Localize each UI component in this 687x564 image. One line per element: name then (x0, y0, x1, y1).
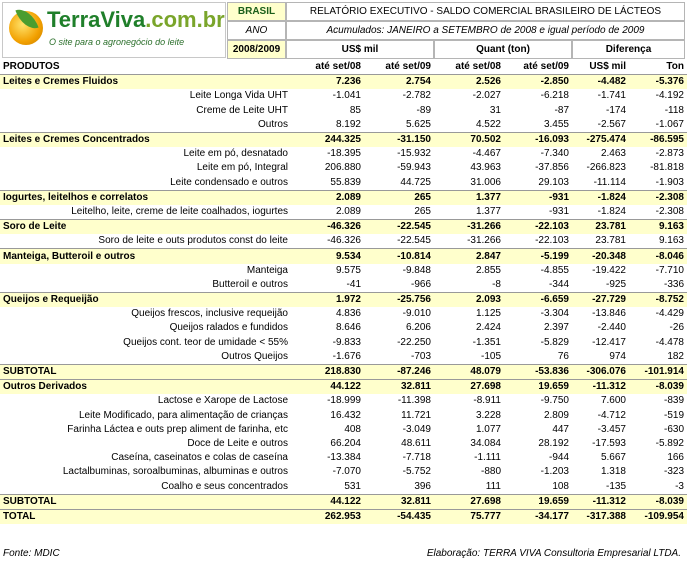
row-label: Caseína, caseinatos e colas de caseína (111, 452, 288, 464)
row-value: -31.266 (467, 235, 501, 247)
row-label: Leites e Cremes Concentrados (0, 132, 296, 147)
row-value: 531 (344, 480, 361, 492)
product-row (0, 423, 687, 437)
row-value: -1.203 (540, 466, 569, 478)
logo-name: TerraViva.com.br (47, 7, 225, 32)
row-value: -10.814 (364, 249, 434, 264)
row-value: -6.659 (504, 293, 572, 308)
product-row (0, 264, 687, 278)
section-row (0, 380, 687, 395)
row-label: Leite em pó, desnatado (183, 148, 288, 160)
row-value: 2.754 (364, 75, 434, 90)
row-value: 2.809 (543, 409, 569, 421)
country-label: BRASIL (227, 2, 286, 21)
row-value: -323 (663, 466, 684, 478)
row-value: -46.326 (327, 235, 361, 247)
row-value: 9.575 (335, 264, 361, 276)
product-row (0, 278, 687, 293)
product-row (0, 409, 687, 423)
row-value: 2.847 (434, 249, 504, 264)
row-value: 75.777 (434, 509, 504, 524)
product-row (0, 176, 687, 191)
row-value: 4.522 (475, 118, 501, 130)
row-value: 2.526 (434, 75, 504, 90)
product-row (0, 479, 687, 494)
row-value: -9.833 (332, 336, 361, 348)
row-value: 265 (364, 190, 434, 205)
row-value: -37.856 (535, 162, 569, 174)
row-value: 19.659 (504, 494, 572, 509)
row-label: Leite Modificado, para alimentação de crianças (78, 409, 288, 421)
row-value: 32.811 (364, 494, 434, 509)
source-note: Fonte: MDIC (3, 548, 60, 559)
row-value: -3 (675, 480, 684, 492)
row-value: 166 (667, 452, 684, 464)
row-value: 2.463 (600, 148, 626, 160)
column-header-row (0, 60, 687, 75)
row-label: Doce de Leite e outros (187, 437, 288, 449)
section-row (0, 293, 687, 308)
product-row (0, 104, 687, 118)
row-label: Outros (257, 118, 288, 130)
row-value: -9.750 (540, 395, 569, 407)
row-value: -11.312 (572, 494, 629, 509)
product-row (0, 89, 687, 103)
row-value: 1.077 (475, 423, 501, 435)
row-value: -6.218 (540, 90, 569, 102)
row-value: 44.122 (296, 380, 364, 395)
row-value: -880 (480, 466, 501, 478)
row-value: 34.084 (470, 437, 501, 449)
row-value: -4.712 (597, 409, 626, 421)
row-value: -7.070 (332, 466, 361, 478)
row-value: 218.830 (296, 364, 364, 379)
row-value: 66.204 (330, 437, 361, 449)
row-value: -931 (504, 190, 572, 205)
row-value: -16.093 (504, 132, 572, 147)
row-value: 85 (349, 104, 361, 116)
group-usd: US$ mil (286, 40, 434, 59)
row-value: -3.304 (540, 308, 569, 320)
row-value: 1.125 (475, 308, 501, 320)
row-value: 55.839 (330, 176, 361, 188)
row-value: 974 (609, 350, 626, 362)
row-value: 29.103 (538, 176, 569, 188)
year-label: ANO (227, 21, 286, 40)
row-value: 5.667 (600, 452, 626, 464)
row-value: -8.039 (629, 380, 687, 395)
row-value: 2.089 (296, 190, 364, 205)
row-value: -87 (554, 104, 569, 116)
row-value: -336 (663, 278, 684, 290)
row-value: -5.376 (629, 75, 687, 90)
row-value: -81.818 (650, 162, 684, 174)
row-value: -135 (605, 480, 626, 492)
product-row (0, 451, 687, 465)
section-row (0, 220, 687, 235)
row-value: -8.911 (473, 395, 501, 407)
credit-note: Elaboração: TERRA VIVA Consultoria Empresarial LTDA. (426, 548, 681, 559)
row-value: -11.398 (397, 395, 431, 407)
product-row (0, 437, 687, 451)
row-label: Farinha Láctea e outs prep aliment de farinha, etc (67, 423, 288, 435)
row-value: -2.440 (597, 322, 626, 334)
row-label: Iogurtes, leitelhos e correlatos (0, 190, 296, 205)
row-value: -15.932 (397, 148, 431, 160)
row-value: -53.836 (504, 364, 572, 379)
row-value: 3.228 (475, 409, 501, 421)
row-value: -2.567 (597, 118, 626, 130)
row-value: -13.846 (592, 308, 626, 320)
row-value: -5.892 (655, 437, 684, 449)
row-value: -703 (410, 350, 431, 362)
product-row (0, 147, 687, 161)
row-value: -306.076 (572, 364, 629, 379)
row-value: -8 (492, 278, 501, 290)
row-value: 6.206 (405, 322, 431, 334)
row-value: 2.855 (475, 264, 501, 276)
row-value: -22.545 (397, 235, 431, 247)
section-row (0, 509, 687, 524)
product-row (0, 307, 687, 321)
row-value: -11.114 (593, 176, 626, 188)
row-value: -105 (480, 350, 501, 362)
row-label: Soro de Leite (0, 220, 296, 235)
section-row (0, 249, 687, 264)
row-value: -4.192 (655, 90, 684, 102)
row-value: -34.177 (504, 509, 572, 524)
row-value: -31.150 (364, 132, 434, 147)
row-value: 1.318 (600, 466, 626, 478)
row-value: -2.027 (472, 90, 501, 102)
row-value: -87.246 (364, 364, 434, 379)
terraviva-logo[interactable] (2, 2, 226, 58)
row-value: 31 (489, 104, 501, 116)
row-label: Creme de Leite UHT (196, 104, 288, 116)
row-value: -18.999 (327, 395, 361, 407)
row-value: 27.698 (434, 494, 504, 509)
col-produtos: PRODUTOS (0, 60, 296, 75)
row-value: 262.953 (296, 509, 364, 524)
report-header (0, 0, 687, 60)
product-row (0, 118, 687, 133)
trade-balance-table (0, 60, 687, 524)
row-value: -59.943 (397, 162, 431, 174)
row-value: -89 (416, 104, 431, 116)
col-usd-set08: até set/08 (296, 60, 364, 75)
row-value: -839 (663, 395, 684, 407)
row-label: Coalho e seus concentrados (161, 480, 288, 492)
section-row (0, 75, 687, 90)
row-value: -1.041 (332, 90, 361, 102)
row-value: 447 (552, 423, 569, 435)
row-value: 31.006 (470, 176, 501, 188)
col-ton-set09: até set/09 (504, 60, 572, 75)
product-row (0, 321, 687, 335)
row-value: -22.103 (504, 220, 572, 235)
row-label: Lactalbuminas, soroalbuminas, albuminas e outros (62, 466, 288, 478)
row-value: -931 (548, 205, 569, 217)
row-value: -8.039 (629, 494, 687, 509)
row-label: Outros Queijos (221, 350, 288, 362)
row-label: Queijos ralados e fundidos (169, 322, 288, 334)
row-value: -4.478 (655, 336, 684, 348)
col-ton-set08: até set/08 (434, 60, 504, 75)
row-value: -3.457 (597, 423, 626, 435)
col-diff-usd: US$ mil (572, 60, 629, 75)
row-value: 396 (414, 480, 431, 492)
row-label: Leites e Cremes Fluidos (0, 75, 296, 90)
row-label: Manteiga, Butteroil e outros (0, 249, 296, 264)
section-row (0, 364, 687, 379)
report-subtitle: Acumulados: JANEIRO a SETEMBRO de 2008 e igual período de 2009 (286, 21, 685, 40)
row-value: -266.823 (586, 162, 626, 174)
row-value: -2.308 (629, 190, 687, 205)
row-value: 9.534 (296, 249, 364, 264)
row-value: -18.395 (327, 148, 361, 160)
row-value: 408 (344, 423, 361, 435)
row-value: -1.903 (655, 176, 684, 188)
row-value: -944 (548, 452, 569, 464)
row-value: 206.880 (324, 162, 361, 174)
row-value: 19.659 (504, 380, 572, 395)
product-row (0, 234, 687, 249)
row-label: Outros Derivados (0, 380, 296, 395)
row-value: -19.422 (592, 264, 626, 276)
row-value: 182 (667, 350, 684, 362)
row-value: 48.611 (401, 437, 431, 449)
row-value: -4.429 (655, 308, 684, 320)
row-value: 44.725 (400, 176, 431, 188)
row-value: -46.326 (296, 220, 364, 235)
row-label: Leite Longa Vida UHT (189, 90, 288, 102)
row-value: -1.741 (597, 90, 626, 102)
row-label: SUBTOTAL (0, 494, 296, 509)
row-value: 11.721 (401, 409, 431, 421)
row-value: -519 (663, 409, 684, 421)
row-value: -9.848 (402, 264, 431, 276)
row-value: -925 (605, 278, 626, 290)
row-value: -7.710 (655, 264, 684, 276)
row-value: 1.377 (434, 190, 504, 205)
product-row (0, 161, 687, 175)
row-label: Leite em pó, Integral (196, 162, 288, 174)
section-row (0, 190, 687, 205)
row-value: 23.781 (572, 220, 629, 235)
row-label: Queijos frescos, inclusive requeijão (131, 308, 288, 320)
row-value: -2.850 (504, 75, 572, 90)
row-value: 27.698 (434, 380, 504, 395)
group-qty: Quant (ton) (434, 40, 572, 59)
row-value: 48.079 (434, 364, 504, 379)
row-label: Soro de leite e outs produtos const do leite (98, 235, 288, 247)
row-value: 244.325 (296, 132, 364, 147)
row-value: 43.963 (470, 162, 501, 174)
row-value: -966 (410, 278, 431, 290)
row-value: -20.348 (572, 249, 629, 264)
row-label: Lactose e Xarope de Lactose (157, 395, 288, 407)
row-value: -13.384 (327, 452, 361, 464)
row-value: 76 (557, 350, 569, 362)
row-value: 16.432 (330, 409, 361, 421)
product-row (0, 350, 687, 365)
report-title: RELATÓRIO EXECUTIVO - SALDO COMERCIAL BRASILEIRO DE LÁCTEOS (286, 2, 685, 21)
row-label: Leitelho, leite, creme de leite coalhados, iogurtes (71, 205, 288, 217)
row-value: 70.502 (434, 132, 504, 147)
row-label: Leite condensado e outros (170, 176, 288, 188)
row-value: 2.424 (475, 322, 501, 334)
section-row (0, 132, 687, 147)
row-value: -7.718 (402, 452, 431, 464)
row-value: -27.729 (572, 293, 629, 308)
section-row (0, 494, 687, 509)
row-value: 111 (485, 480, 501, 492)
row-value: -86.595 (629, 132, 687, 147)
row-value: -54.435 (364, 509, 434, 524)
row-value: 9.163 (629, 220, 687, 235)
row-value: 265 (414, 205, 431, 217)
group-diff: Diferença (572, 40, 685, 59)
row-value: 8.646 (335, 322, 361, 334)
row-value: -275.474 (572, 132, 629, 147)
row-value: -1.824 (572, 190, 629, 205)
row-value: 108 (552, 480, 569, 492)
row-value: -2.873 (655, 148, 684, 160)
row-value: -1.067 (655, 118, 684, 130)
row-value: 2.089 (335, 205, 361, 217)
row-value: -1.824 (597, 205, 626, 217)
row-value: -4.482 (572, 75, 629, 90)
row-value: -2.782 (402, 90, 431, 102)
row-value: -630 (663, 423, 684, 435)
row-value: -101.914 (629, 364, 687, 379)
row-value: -4.855 (540, 264, 569, 276)
product-row (0, 205, 687, 220)
row-value: -5.752 (402, 466, 431, 478)
row-value: -344 (548, 278, 569, 290)
row-value: -118 (664, 104, 684, 116)
row-value: -109.954 (629, 509, 687, 524)
row-value: 28.192 (538, 437, 569, 449)
row-value: -1.111 (474, 452, 501, 464)
row-value: 44.122 (296, 494, 364, 509)
row-value: -22.103 (535, 235, 569, 247)
row-value: -11.312 (572, 380, 629, 395)
logo-tagline: O site para o agronegócio do leite (49, 37, 185, 47)
row-value: -1.351 (472, 336, 501, 348)
row-label: Queijos cont. teor de umidade < 55% (123, 336, 288, 348)
report-footer (0, 547, 687, 563)
product-row (0, 465, 687, 479)
row-value: -41 (346, 278, 361, 290)
product-row (0, 336, 687, 350)
row-value: -3.049 (402, 423, 431, 435)
row-value: -9.010 (402, 308, 431, 320)
row-label: TOTAL (0, 509, 296, 524)
row-value: 9.163 (658, 235, 684, 247)
row-value: -12.417 (592, 336, 626, 348)
col-diff-ton: Ton (629, 60, 687, 75)
row-value: 3.455 (543, 118, 569, 130)
row-value: -5.829 (540, 336, 569, 348)
row-value: -4.467 (472, 148, 501, 160)
row-value: 2.397 (543, 322, 569, 334)
row-value: 7.600 (600, 395, 626, 407)
row-label: Butteroil e outros (212, 278, 288, 290)
row-value: -1.676 (332, 350, 361, 362)
row-value: -25.756 (364, 293, 434, 308)
row-value: -7.340 (540, 148, 569, 160)
row-value: -17.593 (592, 437, 626, 449)
row-value: -31.266 (434, 220, 504, 235)
row-value: 5.625 (405, 118, 431, 130)
period-label: 2008/2009 (227, 40, 286, 59)
row-value: 32.811 (364, 380, 434, 395)
row-value: 8.192 (335, 118, 361, 130)
row-value: 1.972 (296, 293, 364, 308)
row-value: -8.752 (629, 293, 687, 308)
row-value: -8.046 (629, 249, 687, 264)
row-value: -5.199 (504, 249, 572, 264)
row-value: 23.781 (595, 235, 626, 247)
product-row (0, 394, 687, 408)
row-value: -26 (669, 322, 684, 334)
row-value: 7.236 (296, 75, 364, 90)
row-value: 1.377 (475, 205, 501, 217)
col-usd-set09: até set/09 (364, 60, 434, 75)
row-value: 2.093 (434, 293, 504, 308)
row-label: SUBTOTAL (0, 364, 296, 379)
row-value: 4.836 (335, 308, 361, 320)
row-label: Queijos e Requeijão (0, 293, 296, 308)
row-value: -22.250 (397, 336, 431, 348)
row-value: -2.308 (655, 205, 684, 217)
row-value: -22.545 (364, 220, 434, 235)
row-value: -317.388 (572, 509, 629, 524)
row-value: -174 (605, 104, 626, 116)
row-label: Manteiga (246, 264, 288, 276)
